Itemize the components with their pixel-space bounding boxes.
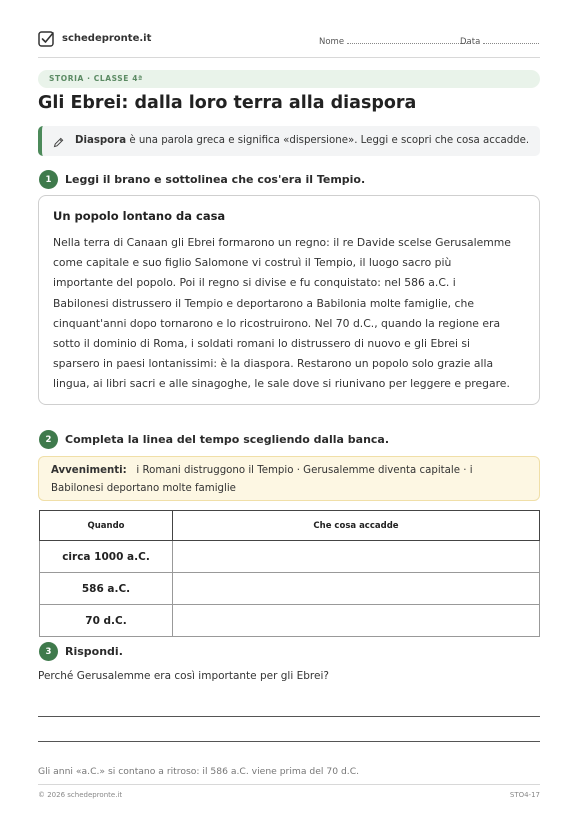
table-row [40,541,540,573]
footer-divider [38,784,540,785]
question-3-text: Rispondi. [65,645,123,658]
question-3-number: 3 [39,642,58,661]
word-bank-items: i Romani distruggono il Tempio · Gerusalemme diventa capitale · i [136,465,473,476]
page-title: Gli Ebrei: dalla loro terra alla diaspora [38,93,417,113]
passage-line: importante del popolo. Poi il regno si divise e fu conquistato: nel 586 a.C. i [53,276,456,290]
passage-line: Babilonesi distrussero il Tempio e deportarono a Babilonia molte famiglie, che [53,296,474,310]
reading-title: Un popolo lontano da casa [53,209,226,223]
intro-text [75,135,529,146]
timeline-table [39,510,540,637]
passage-line: come capitale e suo figlio Salomone vi costruì il Tempio, il luogo sacro più [53,256,452,270]
intro-term: Diaspora [75,135,127,146]
brand-name: schedepronte.it [62,33,152,44]
name-field[interactable] [319,35,467,47]
passage-line: sparsero in paesi lontanissimi: è la diaspora. Restarono un popolo solo grazie alla [53,357,494,371]
passage-line: sotto il dominio di Roma, i soldati romani lo distrussero di nuovo e gli Ebrei si [53,337,471,351]
column-header-what: Che cosa accadde [173,511,540,541]
answer-line[interactable] [38,716,540,717]
when-cell: 586 a.C. [40,573,173,605]
question-2-text: Completa la linea del tempo scegliendo dalla banca. [65,433,390,446]
worksheet-code: STO4-17 [509,791,540,799]
answer-cell[interactable] [173,573,540,605]
question-1-text: Leggi il brano e sottolinea che cos'era il Tempio. [65,173,366,186]
passage-line: cinquant'anni dopo tornarono e lo ricostruirono. Nel 70 d.C., quando la regione era [53,316,501,330]
answer-cell[interactable] [173,605,540,637]
question-3-prompt: Perché Gerusalemme era così importante per gli Ebrei? [38,670,329,682]
header-divider [38,57,540,58]
reading-passage[interactable] [53,233,528,395]
passage-line: Nella terra di Canaan gli Ebrei formarono un regno: il re Davide scelse Gerusalemme [53,236,511,249]
date-field[interactable] [460,35,539,47]
when-cell: 70 d.C. [40,605,173,637]
column-header-when: Quando [40,511,173,541]
table-row [40,573,540,605]
word-bank-label: Avvenimenti: [51,465,127,476]
passage-line: lingua, ai libri sacri e alle sinagoghe, le sale dove si riunivano per leggere e pregare. [53,377,510,391]
intro-definition: è una parola greca e significa «dispersione». Leggi e scopri che cosa accadde. [126,135,530,146]
answer-cell[interactable] [173,541,540,573]
answer-line[interactable] [38,741,540,742]
checkbox-logo-icon [38,30,55,48]
copyright: © 2026 schedepronte.it [38,791,123,799]
table-row [40,605,540,637]
question-1-number: 1 [39,170,58,189]
question-2-number: 2 [39,430,58,449]
footnote: Gli anni «a.C.» si contano a ritroso: il 586 a.C. viene prima del 70 d.C. [38,766,360,777]
subject-tag: STORIA · CLASSE 4ª [49,74,143,83]
pencil-icon [53,137,64,148]
word-bank-items-cont: Babilonesi deportano molte famiglie [51,483,236,494]
name-label: Nome [319,37,345,47]
word-bank-text [51,462,521,498]
date-label: Data [460,37,481,47]
when-cell: circa 1000 a.C. [40,541,173,573]
